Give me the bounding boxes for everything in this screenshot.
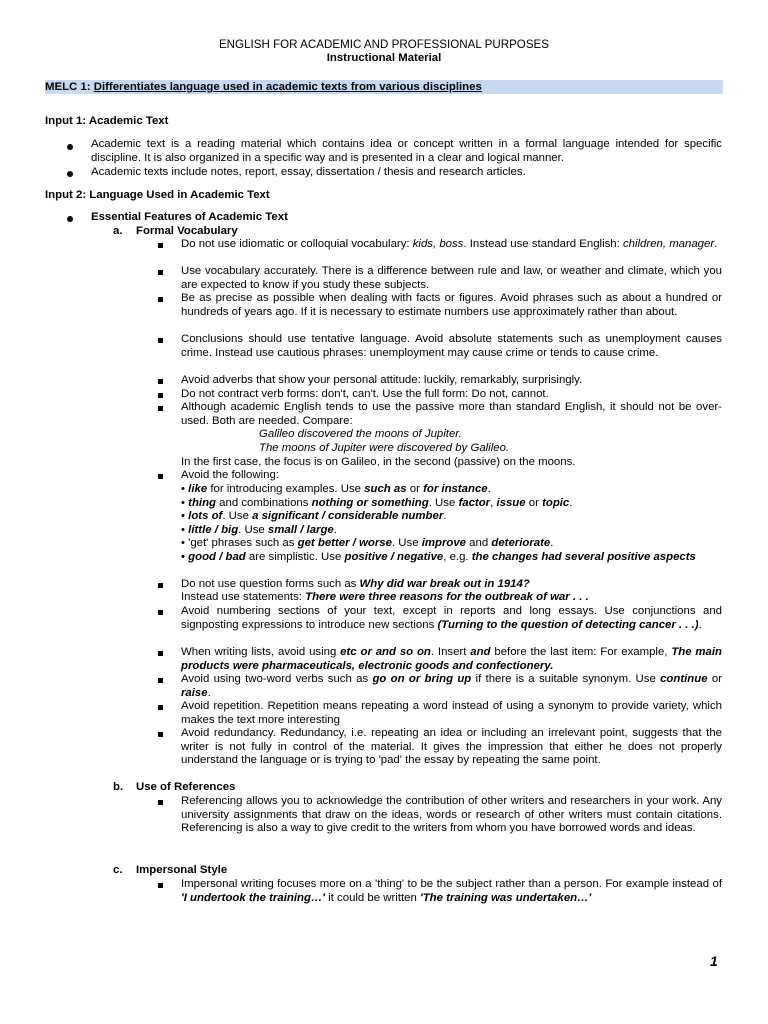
section-a-title: Formal Vocabulary xyxy=(136,225,238,237)
formal-vocab-item-8: Avoid the following: xyxy=(181,469,279,481)
document-title: ENGLISH FOR ACADEMIC AND PROFESSIONAL PURPOSES xyxy=(218,38,550,51)
square-bullet-icon xyxy=(158,883,163,888)
essential-features-heading: Essential Features of Academic Text xyxy=(91,211,288,223)
bullet-icon xyxy=(67,216,73,222)
avoid-list-line-3: • lots of. Use a significant / considerable number. xyxy=(181,510,447,522)
square-bullet-icon xyxy=(158,393,163,398)
section-a-marker: a. xyxy=(113,225,123,237)
square-bullet-icon xyxy=(158,651,163,656)
formal-vocab-item-13: Avoid repetition. Repetition means repeating a word instead of using a synonym to provide variety, which makes the text more interesting xyxy=(181,700,722,726)
avoid-list-line-2: • thing and combinations nothing or something. Use factor, issue or topic. xyxy=(181,497,573,509)
formal-vocab-item-5: Avoid adverbs that show your personal attitude: luckily, remarkably, surprisingly. xyxy=(181,374,583,386)
section-b-marker: b. xyxy=(113,781,124,793)
input1-heading: Input 1: Academic Text xyxy=(45,115,169,127)
formal-vocab-item-9-statement: Instead use statements: There were three reasons for the outbreak of war . . . xyxy=(181,591,589,603)
bullet-icon xyxy=(67,144,73,150)
square-bullet-icon xyxy=(158,379,163,384)
square-bullet-icon xyxy=(158,610,163,615)
avoid-list-line-5: • 'get' phrases such as get better / worse. Use improve and deteriorate. xyxy=(181,537,554,549)
formal-vocab-item-3: Be as precise as possible when dealing with facts or figures. Avoid phrases such as about a hundred or hundreds of years ago. If it is necessary to estimate numbers use approximately rather than about. xyxy=(181,292,722,318)
formal-vocab-item-9: Do not use question forms such as Why did war break out in 1914? xyxy=(181,578,530,590)
square-bullet-icon xyxy=(158,583,163,588)
section-c-marker: c. xyxy=(113,864,123,876)
passive-example-1: Galileo discovered the moons of Jupiter. xyxy=(259,428,462,440)
section-c-title: Impersonal Style xyxy=(136,864,228,876)
square-bullet-icon xyxy=(158,705,163,710)
formal-vocab-item-7: Although academic English tends to use the passive more than standard English, it should not be over-used. Both are needed. Compare: xyxy=(181,401,722,427)
formal-vocab-item-10: Avoid numbering sections of your text, except in reports and long essays. Use conjunctions and signposting expressions to introduce new sections (Turning to the question of detecting cancer . . .). xyxy=(181,605,722,631)
square-bullet-icon xyxy=(158,338,163,343)
references-item-1: Referencing allows you to acknowledge the contribution of other writers and researchers in your work. Any university assignments that draw on the ideas, words or research of other writers must contain citations. Referencing is also a way to give credit to the writers from whom you have borrowed words and ideas. xyxy=(181,795,722,835)
avoid-list-line-1: • like for introducing examples. Use such as or for instance. xyxy=(181,483,491,495)
square-bullet-icon xyxy=(158,678,163,683)
formal-vocab-item-1: Do not use idiomatic or colloquial vocabulary: kids, boss. Instead use standard English: children, manager. xyxy=(181,238,718,250)
melc-banner xyxy=(45,80,723,94)
input1-bullet-1: Academic text is a reading material which contains idea or concept written in a formal language intended for specific discipline. It is also organized in a specific way and is presented in a clear and logical manner. xyxy=(91,138,722,164)
page-number: 1 xyxy=(710,953,718,969)
passive-example-2: The moons of Jupiter were discovered by Galileo. xyxy=(259,442,510,454)
document-subtitle: Instructional Material xyxy=(326,52,442,64)
square-bullet-icon xyxy=(158,800,163,805)
formal-vocab-item-14: Avoid redundancy. Redundancy, i.e. repeating an idea or including an irrelevant point, suggests that the writer is not fully in control of the material. It gives the impression that either he does not properly understand the language or is trying to 'pad' the essay by repeating the same point. xyxy=(181,727,722,767)
bullet-icon xyxy=(67,171,73,177)
square-bullet-icon xyxy=(158,732,163,737)
square-bullet-icon xyxy=(158,243,163,248)
square-bullet-icon xyxy=(158,406,163,411)
formal-vocab-item-4: Conclusions should use tentative language. Avoid absolute statements such as unemployment causes crime. Instead use cautious phrases: unemployment may cause crime or tends to cause crime. xyxy=(181,333,722,359)
formal-vocab-item-12: Avoid using two-word verbs such as go on or bring up if there is a suitable synonym. Use continue or raise. xyxy=(181,673,722,699)
formal-vocab-item-6: Do not contract verb forms: don't, can't. Use the full form: Do not, cannot. xyxy=(181,388,549,400)
formal-vocab-item-2: Use vocabulary accurately. There is a difference between rule and law, or weather and climate, which you are expected to know if you study these subjects. xyxy=(181,265,722,291)
avoid-list-line-6: • good / bad are simplistic. Use positive / negative, e.g. the changes had several positive aspects xyxy=(181,551,696,563)
square-bullet-icon xyxy=(158,297,163,302)
section-b-title: Use of References xyxy=(136,781,236,793)
input2-heading: Input 2: Language Used in Academic Text xyxy=(45,189,270,201)
formal-vocab-item-11: When writing lists, avoid using etc or and so on. Insert and before the last item: For example, The main products were pharmaceuticals, electronic goods and confectionery. xyxy=(181,646,722,672)
passive-explanation: In the first case, the focus is on Galileo, in the second (passive) on the moons. xyxy=(181,456,576,468)
square-bullet-icon xyxy=(158,474,163,479)
avoid-list-line-4: • little / big. Use small / large. xyxy=(181,524,337,536)
input1-bullet-2: Academic texts include notes, report, essay, dissertation / thesis and research articles. xyxy=(91,166,526,178)
melc-link[interactable]: Differentiates language used in academic texts from various disciplines xyxy=(93,81,482,93)
impersonal-item-1: Impersonal writing focuses more on a 'thing' to be the subject rather than a person. For example instead of 'I undertook the training…' it could be written 'The training was undertaken…' xyxy=(181,878,722,904)
melc-label: MELC 1: xyxy=(45,81,94,93)
square-bullet-icon xyxy=(158,270,163,275)
